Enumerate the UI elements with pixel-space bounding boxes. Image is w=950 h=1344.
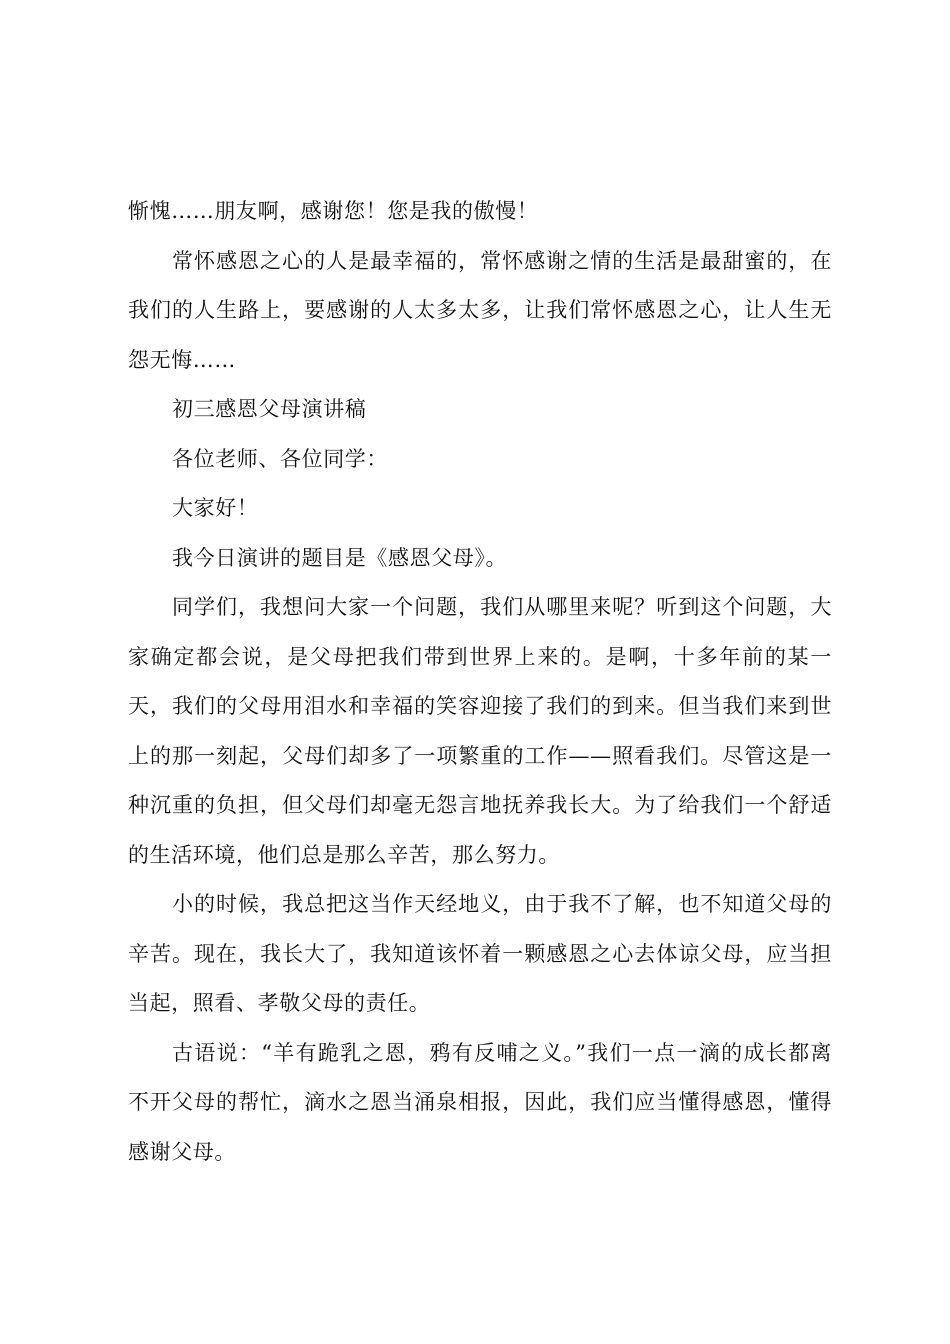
paragraph-gratitude-summary: 常怀感恩之心的人是最幸福的，常怀感谢之情的生活是最甜蜜的，在我们的人生路上，要感谢的人太多太多，让我们常怀感恩之心，让人生无怨无悔……	[128, 248, 832, 372]
paragraph-where-we-come-from: 同学们，我想问大家一个问题，我们从哪里来呢？听到这个问题，大家确定都会说，是父母把我们带到世界上来的。是啊，十多年前的某一天，我们的父母用泪水和幸福的笑容迎接了我们的到来。但当我们来到世上的那一刻起，父母们却多了一项繁重的工作——照看我们。尽管这是一种沉重的负担，但父母们却毫无怨言地抚养我长大。为了给我们一个舒适的生活环境，他们总是那么辛苦，那么努力。	[128, 595, 832, 867]
speech-title: 初三感恩父母演讲稿	[172, 397, 367, 421]
paragraph-proverb: 古语说：“羊有跪乳之恩，鸦有反哺之义。”我们一点一滴的成长都离不开父母的帮忙，滴水之恩当涌泉相报，因此，我们应当懂得感恩，懂得感谢父母。	[128, 1040, 832, 1164]
salutation: 各位老师、各位同学：	[172, 446, 388, 471]
paragraph-childhood: 小的时候，我总把这当作天经地义，由于我不了解，也不知道父母的辛苦。现在，我长大了，我知道该怀着一颗感恩之心去体谅父母，应当担当起，照看、孝敬父母的责任。	[128, 892, 832, 1015]
greeting: 大家好！	[172, 496, 259, 520]
document-body	[128, 187, 832, 1177]
speech-topic: 我今日演讲的题目是《感恩父母》。	[172, 545, 508, 570]
paragraph-continuation: 惭愧……朋友啊，感谢您！您是我的傲慢！	[128, 199, 539, 223]
